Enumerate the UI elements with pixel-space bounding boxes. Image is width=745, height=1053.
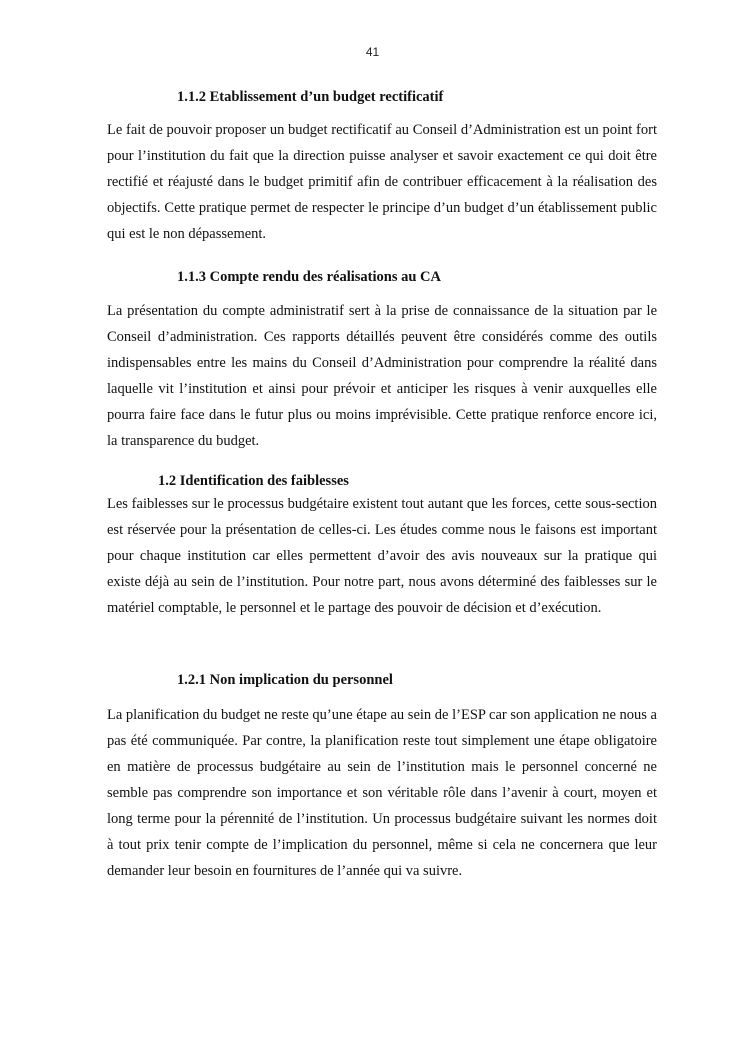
page-number: 41 xyxy=(365,45,380,59)
section-heading-1-2: 1.2 Identification des faiblesses xyxy=(158,473,349,489)
section-paragraph-1-1-3: La présentation du compte administratif sert à la prise de connaissance de la situation par le Conseil d’administration. Ces rapports détaillés peuvent être considérés comme des outils indispensables entre les mains du Conseil d’Administration pour comprendre la réalité dans laquelle vit l’institution et ainsi pour prévoir et anticiper les risques à venir auxquelles elle pourra faire face dans le futur plus ou moins imprévisible. Cette pratique renforce encore ici, la transparence du budget. xyxy=(107,303,657,449)
section-heading-1-1-2: 1.1.2 Etablissement d’un budget rectificatif xyxy=(177,89,444,105)
section-heading-1-1-3: 1.1.3 Compte rendu des réalisations au CA xyxy=(177,269,441,285)
section-paragraph-1-1-2: Le fait de pouvoir proposer un budget rectificatif au Conseil d’Administration est un point fort pour l’institution du fait que la direction puisse analyser et savoir exactement ce qui doit être rectifié et réajusté dans le budget primitif afin de contribuer efficacement à la réalisation des objectifs. Cette pratique permet de respecter le principe d’un budget d’un établissement public qui est le non dépassement. xyxy=(107,122,657,242)
section-paragraph-1-2: Les faiblesses sur le processus budgétaire existent tout autant que les forces, cette sous-section est réservée pour la présentation de celles-ci. Les études comme nous le faisons est important pour chaque institution car elles permettent d’avoir des avis nouveaux sur la pratique qui existe déjà au sein de l’institution. Pour notre part, nous avons déterminé des faiblesses sur le matériel comptable, le personnel et le partage des pouvoir de décision et d’exécution. xyxy=(107,496,657,616)
section-paragraph-1-2-1: La planification du budget ne reste qu’une étape au sein de l’ESP car son application ne nous a pas été communiquée. Par contre, la planification reste tout simplement une étape obligatoire en matière de processus budgétaire au sein de l’institution mais le personnel concerné ne semble pas comprendre son importance et son véritable rôle dans l’avenir à court, moyen et long terme pour la pérennité de l’institution. Un processus budgétaire suivant les normes doit à tout prix tenir compte de l’implication du personnel, même si cela ne concernera que leur demander leur besoin en fournitures de l’année qui va suivre. xyxy=(107,707,657,879)
section-heading-1-2-1: 1.2.1 Non implication du personnel xyxy=(177,672,393,688)
